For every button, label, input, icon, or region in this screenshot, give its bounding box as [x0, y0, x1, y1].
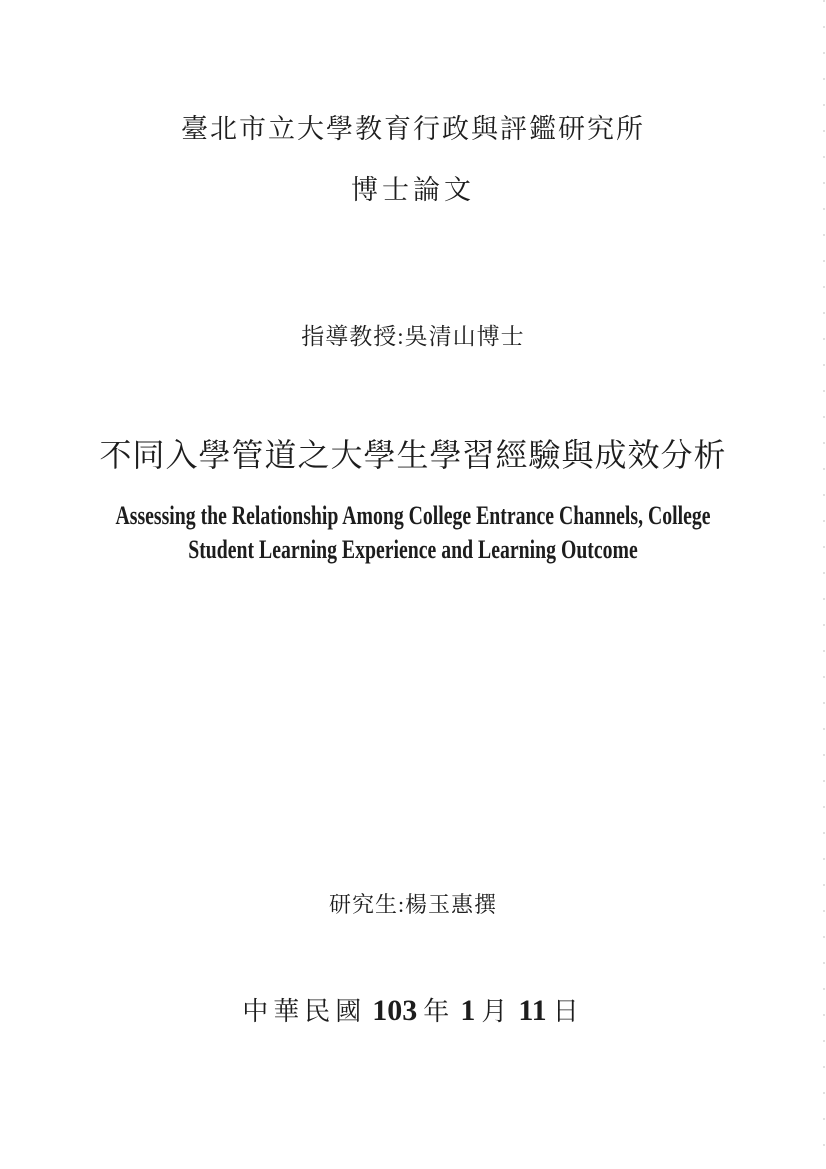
date-line: [0, 991, 826, 1028]
advisor-line: 指導教授:吳清山博士: [301, 324, 525, 349]
scan-edge-artifact: [823, 0, 825, 1169]
document-type-label: 博士論文: [351, 175, 475, 205]
thesis-title-english: [99, 499, 727, 567]
thesis-title-english-line1: Assessing the Relationship Among College Entrance Channels, College: [115, 501, 711, 530]
date-day-unit: 日: [552, 997, 584, 1026]
date-era: 中華民國: [242, 997, 367, 1026]
date-year: 103: [372, 994, 418, 1027]
date-month-unit: 月: [481, 997, 513, 1026]
date-month: 1: [460, 994, 476, 1027]
date-day: 11: [518, 994, 547, 1027]
author-line: 研究生:楊玉惠撰: [328, 892, 498, 917]
thesis-title-chinese: 不同入學管道之大學生學習經驗與成效分析: [99, 437, 727, 473]
thesis-title-english-line2: Student Learning Experience and Learning Outcome: [188, 535, 638, 564]
institution-name: 臺北市立大學教育行政與評鑑研究所: [181, 114, 645, 144]
date-year-unit: 年: [423, 997, 455, 1026]
